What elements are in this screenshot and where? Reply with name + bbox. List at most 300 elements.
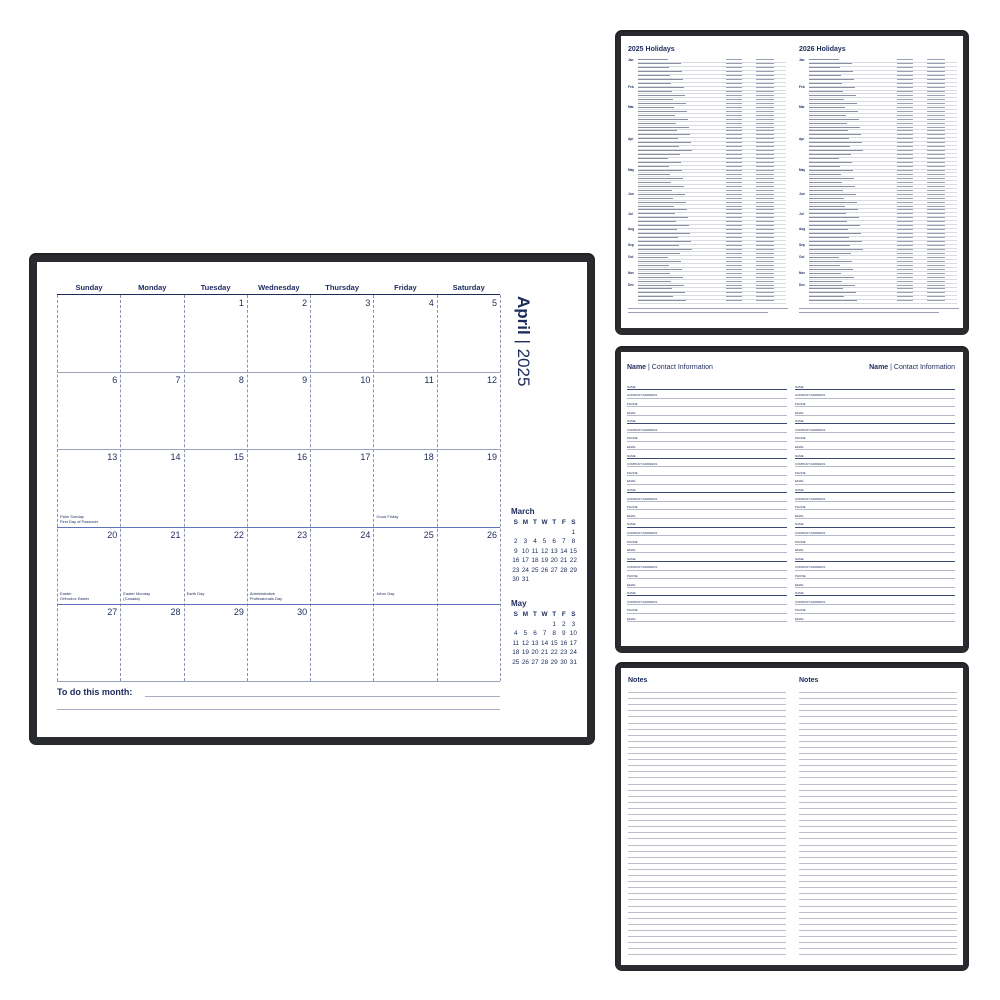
note-line — [799, 948, 957, 949]
note-line — [628, 942, 786, 943]
holiday-month-label: Jul — [799, 211, 804, 216]
grid-column-line — [373, 295, 374, 681]
mini-weekday: T — [533, 611, 537, 618]
day-number: 6 — [112, 375, 118, 386]
day-number: 17 — [360, 452, 371, 463]
contact-field-label: NAME — [795, 384, 804, 389]
contact-field-line — [627, 484, 787, 485]
mini-day — [559, 576, 569, 586]
note-line — [799, 912, 957, 913]
holiday-month-label: Feb — [628, 85, 634, 90]
note-line — [799, 875, 957, 876]
grid-column-line — [57, 295, 58, 681]
day-number: 28 — [170, 606, 181, 617]
mini-day: 11 — [512, 639, 520, 647]
note-line — [628, 838, 786, 839]
contact-field-line — [627, 406, 787, 407]
mini-weekday: S — [513, 519, 518, 526]
mini-day: 12 — [541, 547, 549, 555]
contact-field-line — [627, 441, 787, 442]
note-line — [799, 796, 957, 797]
contact-field-line — [795, 441, 955, 442]
calendar-event: Administrative Professionals Day — [249, 590, 283, 601]
contact-field-label: NAME — [795, 419, 804, 424]
mini-calendar-header — [511, 519, 579, 529]
note-line — [628, 820, 786, 821]
contact-field-label: PHONE — [795, 402, 806, 406]
contact-field-line — [795, 578, 955, 579]
calendar-grid — [57, 294, 500, 681]
note-line — [628, 863, 786, 864]
contact-field-line — [627, 613, 787, 614]
mini-day: 9 — [561, 630, 566, 637]
contact-field-label: EMAIL — [795, 479, 805, 484]
contact-field-line — [795, 552, 955, 553]
mini-day: 31 — [521, 576, 529, 583]
mini-day: 2 — [514, 538, 518, 545]
holiday-row — [638, 299, 786, 304]
mini-day: 28 — [541, 658, 549, 666]
note-line — [799, 741, 957, 742]
note-line — [628, 704, 786, 705]
contact-field-label: PHONE — [795, 470, 806, 475]
todo-line — [145, 696, 500, 697]
contact-field-label: EMAIL — [795, 445, 805, 449]
note-line — [628, 936, 786, 937]
holiday-month-label: Aug — [628, 227, 635, 232]
mini-weekday: S — [571, 611, 576, 618]
contact-field-line — [795, 458, 955, 459]
mini-day: 23 — [560, 649, 568, 656]
contact-field-label: COMPANY/ADDRESS — [795, 427, 826, 432]
note-line — [799, 881, 957, 882]
note-line — [799, 851, 957, 852]
contact-field-line — [795, 509, 955, 510]
holiday-row — [809, 299, 957, 304]
holiday-month-label: Aug — [799, 227, 806, 232]
mini-day: 21 — [541, 649, 549, 656]
holiday-footnote-line — [628, 308, 788, 309]
mini-day: 26 — [521, 658, 529, 666]
mini-weekday: T — [552, 611, 557, 618]
holidays-title-2025: 2025 Holidays — [628, 46, 675, 53]
contact-field-label: PHONE — [627, 505, 638, 510]
day-number: 2 — [302, 298, 308, 308]
mini-weekday: S — [513, 611, 518, 618]
note-line — [628, 912, 786, 913]
mini-day: 10 — [569, 630, 577, 637]
contact-field-label: NAME — [795, 591, 804, 596]
weekday-label: Monday — [138, 283, 167, 292]
mini-day: 17 — [521, 557, 529, 564]
note-line — [628, 729, 786, 730]
calendar-event: Palm Sunday First Day of Passover — [60, 513, 99, 524]
contact-field-line — [627, 595, 787, 596]
note-line — [799, 930, 957, 931]
contact-field-label: PHONE — [627, 608, 638, 613]
mini-day — [521, 529, 531, 539]
mini-day: 18 — [512, 649, 520, 656]
mini-weekday: M — [522, 611, 529, 618]
holiday-month-label: Jan — [799, 57, 805, 62]
mini-weekday: S — [571, 519, 576, 526]
year-title: 2025 — [514, 348, 533, 387]
contact-field-line — [627, 475, 787, 476]
mini-week — [511, 659, 579, 669]
note-line — [628, 808, 786, 809]
day-number: 20 — [107, 529, 118, 540]
day-number: 21 — [170, 529, 181, 540]
contact-field-label: NAME — [627, 591, 636, 596]
mini-day: 14 — [560, 547, 568, 555]
contact-field-label: COMPANY/ADDRESS — [795, 599, 826, 604]
mini-day: 29 — [550, 658, 558, 666]
mini-day: 25 — [531, 566, 539, 574]
grid-column-line — [120, 295, 121, 681]
note-line — [628, 735, 786, 736]
mini-day — [540, 529, 550, 539]
note-line — [799, 893, 957, 894]
todo-line — [57, 709, 500, 710]
day-number: 29 — [233, 606, 244, 617]
mini-day — [569, 576, 579, 586]
contact-field-line — [795, 613, 955, 614]
contact-field-line — [627, 552, 787, 553]
grid-row-line — [57, 681, 500, 682]
grid-row-line — [57, 372, 500, 373]
note-line — [799, 784, 957, 785]
note-line — [799, 765, 957, 766]
holiday-month-label: Sep — [799, 243, 805, 248]
note-line — [799, 906, 957, 907]
contact-field-label: PHONE — [795, 574, 806, 578]
contact-field-line — [795, 432, 955, 433]
mini-day — [530, 621, 540, 631]
contact-field-label: PHONE — [627, 574, 638, 578]
contact-field-line — [627, 544, 787, 545]
mini-day: 9 — [514, 547, 518, 555]
note-line — [799, 857, 957, 858]
contact-field-line — [627, 432, 787, 433]
holiday-footnote-line — [799, 312, 939, 313]
note-line — [799, 826, 957, 827]
grid-row-line — [57, 604, 500, 605]
mini-day: 27 — [550, 566, 558, 574]
mini-calendar-header — [511, 611, 579, 621]
note-line — [628, 948, 786, 949]
mini-week — [511, 630, 579, 640]
day-number: 25 — [423, 529, 434, 540]
weekday-label: Wednesday — [258, 283, 300, 292]
note-line — [799, 899, 957, 900]
contact-field-label: EMAIL — [795, 582, 805, 587]
contact-field-line — [795, 570, 955, 571]
day-number: 26 — [486, 529, 497, 540]
contact-field-label: COMPANY/ADDRESS — [795, 531, 826, 535]
contact-field-line — [795, 415, 955, 416]
mini-day: 3 — [571, 620, 576, 628]
note-line — [799, 845, 957, 846]
weekday-label: Friday — [394, 283, 417, 292]
contact-field-line — [795, 501, 955, 502]
note-line — [628, 893, 786, 894]
contact-field-label: PHONE — [627, 402, 638, 406]
mini-weekday: T — [533, 519, 537, 526]
contact-field-label: NAME — [627, 384, 636, 389]
note-line — [799, 790, 957, 791]
mini-day: 23 — [512, 566, 520, 574]
mini-day: 24 — [569, 649, 577, 656]
note-line — [628, 869, 786, 870]
contact-field-line — [627, 501, 787, 502]
mini-day — [549, 576, 559, 586]
day-number: 1 — [238, 298, 244, 308]
mini-day: 14 — [541, 639, 549, 647]
grid-row-line — [57, 527, 500, 528]
note-line — [799, 814, 957, 815]
holiday-month-label: Feb — [799, 85, 805, 90]
mini-day: 22 — [550, 649, 558, 656]
note-line — [628, 747, 786, 748]
grid-row-line — [57, 449, 500, 450]
mini-day: 21 — [560, 557, 568, 564]
mini-calendar-may — [511, 599, 579, 668]
contacts-title-left: Name | Contact Information — [627, 364, 713, 371]
contact-field-label: NAME — [627, 419, 636, 424]
weekday-label: Saturday — [452, 283, 485, 292]
day-number: 3 — [365, 298, 371, 308]
month-title: April — [514, 296, 533, 335]
contact-field-line — [627, 518, 787, 519]
mini-weekday: M — [522, 519, 529, 526]
mini-day: 19 — [541, 557, 549, 564]
holiday-month-label: May — [628, 168, 635, 173]
contact-field-line — [795, 561, 955, 562]
note-line — [628, 954, 786, 955]
contacts-page — [621, 352, 963, 646]
contact-field-label: COMPANY/ADDRESS — [627, 496, 658, 501]
note-line — [799, 869, 957, 870]
mini-day: 6 — [552, 538, 556, 545]
note-line — [628, 832, 786, 833]
contact-field-line — [795, 449, 955, 450]
contact-field-line — [627, 578, 787, 579]
day-number: 13 — [107, 452, 118, 463]
holidays-title-2026: 2026 Holidays — [799, 46, 846, 53]
holiday-month-label: Jun — [628, 191, 634, 196]
contact-field-label: NAME — [627, 488, 636, 492]
contact-field-line — [795, 398, 955, 399]
notes-page — [621, 668, 963, 965]
grid-column-line — [500, 295, 501, 681]
mini-day: 4 — [514, 630, 518, 637]
contacts-title-right: Name | Contact Information — [869, 364, 955, 371]
mini-day: 11 — [531, 547, 539, 555]
holiday-month-label: Dec — [799, 282, 805, 287]
todo-label: To do this month: — [57, 687, 133, 697]
note-line — [799, 924, 957, 925]
mini-day: 10 — [521, 547, 529, 555]
holiday-month-label: Oct — [628, 255, 634, 259]
contact-field-line — [795, 535, 955, 536]
contact-field-label: COMPANY/ADDRESS — [795, 462, 826, 467]
mini-day: 29 — [569, 566, 577, 574]
contact-field-label: PHONE — [627, 539, 638, 544]
holiday-month-label: Dec — [628, 282, 634, 287]
contact-field-label: NAME — [795, 556, 804, 561]
note-line — [628, 723, 786, 724]
note-line — [799, 942, 957, 943]
note-line — [628, 784, 786, 785]
mini-day: 4 — [533, 538, 537, 545]
contact-field-label: COMPANY/ADDRESS — [627, 427, 658, 432]
mini-week — [511, 576, 579, 586]
note-line — [799, 954, 957, 955]
note-line — [628, 814, 786, 815]
note-line — [628, 906, 786, 907]
mini-day: 17 — [569, 639, 577, 647]
contact-field-label: PHONE — [795, 436, 806, 441]
contact-field-label: PHONE — [795, 505, 806, 510]
contact-field-label: PHONE — [627, 436, 638, 441]
contact-field-line — [795, 466, 955, 467]
contact-field-label: EMAIL — [627, 479, 637, 484]
holiday-month-label: Mar — [628, 104, 634, 109]
note-line — [799, 808, 957, 809]
contact-field-line — [795, 621, 955, 622]
note-line — [628, 887, 786, 888]
mini-week — [511, 529, 579, 539]
contact-field-line — [627, 561, 787, 562]
mini-weekday: F — [561, 611, 566, 618]
contact-field-line — [795, 406, 955, 407]
contact-field-label: EMAIL — [795, 617, 805, 621]
note-line — [628, 826, 786, 827]
contact-field-line — [627, 423, 787, 424]
mini-day: 8 — [571, 538, 576, 545]
mini-calendar-title: May — [511, 599, 527, 608]
note-line — [799, 832, 957, 833]
contact-field-line — [795, 544, 955, 545]
note-line — [628, 692, 786, 693]
day-number: 5 — [491, 298, 497, 308]
note-line — [799, 863, 957, 864]
holiday-footnote-line — [628, 312, 768, 313]
mini-weekday: T — [552, 519, 557, 526]
mini-day: 15 — [550, 639, 558, 647]
contact-field-label: NAME — [795, 488, 804, 492]
note-line — [628, 765, 786, 766]
day-number: 7 — [175, 375, 181, 386]
contact-field-line — [627, 621, 787, 622]
contact-field-label: PHONE — [627, 470, 638, 475]
day-number: 23 — [297, 529, 308, 540]
note-line — [799, 838, 957, 839]
holidays-page — [621, 36, 963, 328]
contact-field-line — [627, 527, 787, 528]
mini-weekday: W — [541, 611, 548, 618]
note-line — [799, 710, 957, 711]
mini-week — [511, 538, 579, 548]
holiday-month-label: Jul — [628, 211, 633, 216]
mini-week — [511, 557, 579, 567]
mini-day — [540, 621, 550, 631]
note-line — [628, 899, 786, 900]
note-line — [628, 759, 786, 760]
mini-day — [521, 621, 531, 631]
contact-field-line — [627, 398, 787, 399]
note-line — [628, 857, 786, 858]
contact-field-line — [795, 518, 955, 519]
note-line — [628, 716, 786, 717]
day-number: 12 — [486, 375, 497, 386]
note-line — [628, 875, 786, 876]
mini-week — [511, 548, 579, 558]
contact-field-label: COMPANY/ADDRESS — [627, 393, 658, 398]
mini-day — [540, 576, 550, 586]
weekday-label: Tuesday — [200, 283, 231, 292]
mini-week — [511, 567, 579, 577]
note-line — [799, 692, 957, 693]
mini-week — [511, 649, 579, 659]
note-line — [628, 924, 786, 925]
day-number: 16 — [297, 452, 308, 463]
contact-field-line — [627, 492, 787, 493]
day-number: 22 — [233, 529, 244, 540]
contact-field-line — [627, 509, 787, 510]
contact-field-label: PHONE — [795, 539, 806, 544]
grid-column-line — [310, 295, 311, 681]
note-line — [799, 887, 957, 888]
mini-day: 1 — [552, 620, 556, 628]
note-line — [628, 771, 786, 772]
contact-field-label: COMPANY/ADDRESS — [795, 496, 826, 501]
mini-day — [559, 529, 569, 539]
day-number: 14 — [170, 452, 181, 463]
contact-field-line — [627, 449, 787, 450]
mini-day — [530, 529, 540, 539]
mini-day — [511, 621, 521, 631]
holiday-month-label: Jan — [628, 57, 634, 62]
contact-field-label: COMPANY/ADDRESS — [627, 462, 658, 467]
contact-field-line — [627, 604, 787, 605]
calendar-page — [37, 262, 587, 737]
contact-field-label: COMPANY/ADDRESS — [627, 531, 658, 535]
mini-day — [530, 576, 540, 586]
holiday-month-label: Oct — [799, 255, 805, 259]
contact-field-label: COMPANY/ADDRESS — [795, 393, 826, 398]
day-number: 10 — [360, 375, 371, 386]
mini-day: 7 — [542, 630, 547, 637]
holiday-month-label: Nov — [628, 270, 635, 275]
contact-field-label: EMAIL — [627, 582, 637, 587]
contact-field-line — [627, 570, 787, 571]
note-line — [799, 802, 957, 803]
mini-day: 22 — [569, 557, 577, 564]
mini-day: 2 — [561, 620, 566, 628]
contact-field-line — [795, 484, 955, 485]
mini-day: 13 — [550, 547, 558, 555]
calendar-event: Earth Day — [186, 590, 205, 596]
grid-column-line — [437, 295, 438, 681]
mini-calendar-march — [511, 507, 579, 586]
contact-field-label: NAME — [795, 453, 804, 458]
mini-day: 25 — [512, 658, 520, 666]
mini-day: 20 — [531, 649, 539, 656]
note-line — [799, 936, 957, 937]
mini-day: 20 — [550, 557, 558, 564]
note-line — [799, 753, 957, 754]
